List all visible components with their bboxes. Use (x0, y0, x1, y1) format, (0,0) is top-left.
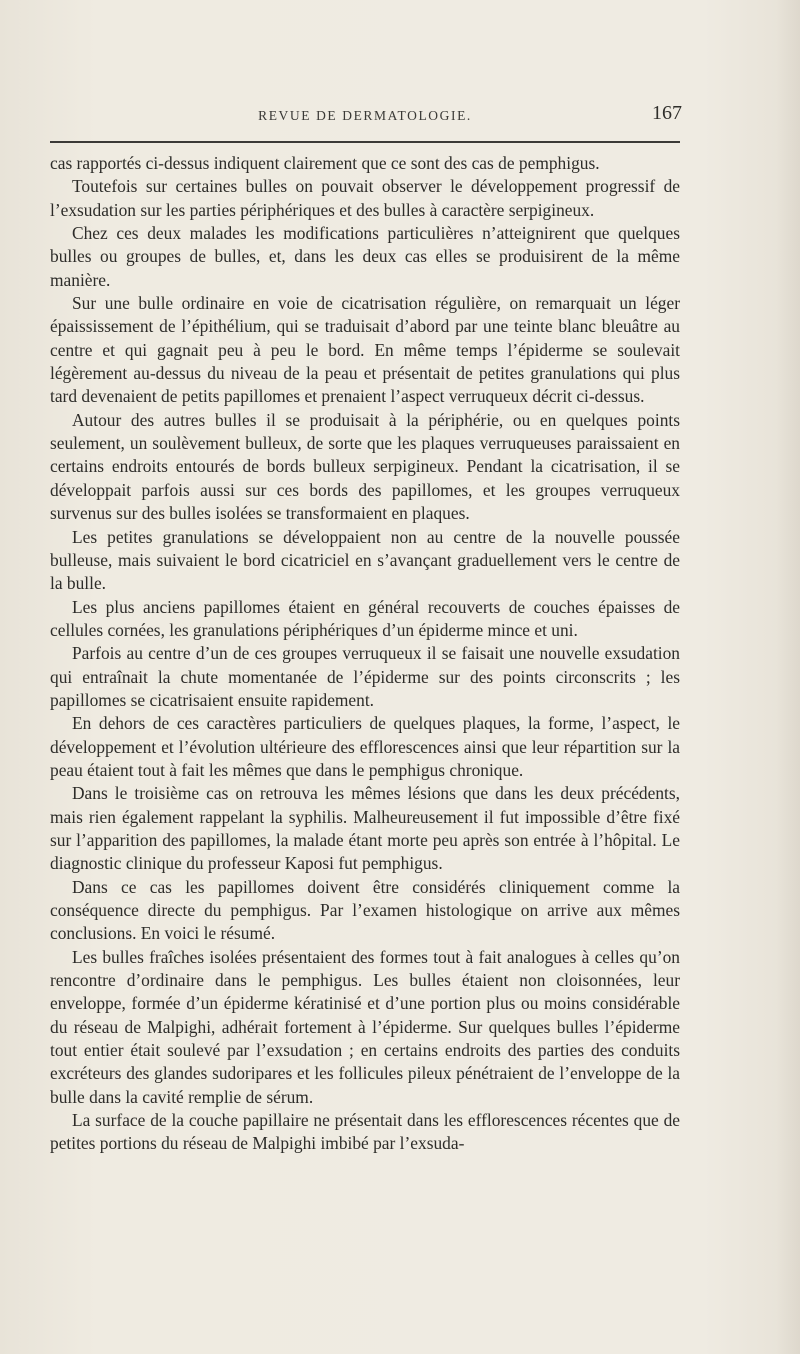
paragraph: cas rapportés ci-dessus indiquent clairement que ce sont des cas de pemphigus. (50, 153, 600, 173)
paragraph: Autour des autres bulles il se produisait à la périphérie, ou en quelques points seulement, un soulèvement bulleux, de sorte que les plaques verruqueuses paraissaient en certains endroits entourés de bords bulleux serpigineux. Pendant la cicatrisation, il se développait parfois aussi sur ces bords des papillomes, et les groupes verruqueux survenus sur des bulles isolées se transformaient en plaques. (50, 409, 680, 524)
paragraph: Parfois au centre d’un de ces groupes verruqueux il se faisait une nouvelle exsudation qui entraînait la chute momentanée de l’épiderme sur des points circonscrits ; les papillomes se cicatrisaient ensuite rapidement. (50, 643, 680, 710)
journal-title: REVUE DE DERMATOLOGIE. (258, 108, 472, 123)
paragraph: La surface de la couche papillaire ne présentait dans les efflorescences récentes que de petites portions du réseau de Malpighi imbibé par l’exsuda- (50, 1110, 680, 1154)
paragraph: Dans ce cas les papillomes doivent être considérés cliniquement comme la conséquence directe du pemphigus. Par l’examen histologique on arrive aux mêmes conclusions. En voici le résumé. (50, 876, 680, 944)
page-number: 167 (652, 102, 682, 124)
paragraph: Chez ces deux malades les modifications particulières n’atteignirent que quelques bulles ou groupes de bulles, et, dans les deux cas elles se produisirent de la même manière. (50, 223, 680, 290)
paragraph: Toutefois sur certaines bulles on pouvait observer le développement progressif de l’exsudation sur les parties périphériques et des bulles à caractère serpigineux. (50, 176, 680, 220)
page-edge-shadow (776, 0, 800, 1354)
paragraph: Les plus anciens papillomes étaient en général recouverts de couches épaisses de cellules cornées, les granulations périphériques d’un épiderme mince et uni. (50, 596, 680, 640)
paragraph: Dans le troisième cas on retrouva les mêmes lésions que dans les deux précédents, mais rien également rappelant la syphilis. Malheureusement il fut impossible d’être fixé sur l’apparition des papillomes, la malade étant morte peu après son entrée à l’hôpital. Le diagnostic clinique du professeur Kaposi fut pemphigus. (50, 783, 680, 874)
paragraph: Sur une bulle ordinaire en voie de cicatrisation régulière, on remarquait un léger épaississement de l’épithélium, qui se traduisait d’abord par une teinte blanc bleuâtre au centre et qui gagnait peu à peu le bord. En même temps l’épiderme se soulevait légèrement au-dessus du niveau de la peau et présentait de petites granulations qui plus tard devenaient de petits papillomes et prenaient l’aspect verruqueux décrit ci-dessus. (50, 293, 680, 407)
paragraph: Les bulles fraîches isolées présentaient des formes tout à fait analogues à celles qu’on rencontre d’ordinaire dans le pemphigus. Les bulles étaient non cloisonnées, leur enveloppe, formée d’un épiderme kératinisé et d’une portion plus ou moins considérable du réseau de Malpighi, adhérait fortement à l’épiderme. Sur quelques bulles l’épiderme tout entier était soulevé par l’exsudation ; en certains endroits des parties des conduits excréteurs des glandes sudoripares et les follicules pileux pénétraient de l’enveloppe de la bulle dans la cavité remplie de sérum. (50, 946, 680, 1107)
body-text (50, 152, 680, 1156)
paragraph: Les petites granulations se développaient non au centre de la nouvelle poussée bulleuse, mais suivaient le bord cicatriciel en s’avançant graduellement vers le centre de la bulle. (50, 526, 680, 594)
header-rule (50, 141, 680, 143)
running-header (50, 104, 680, 130)
paragraph: En dehors de ces caractères particuliers de quelques plaques, la forme, l’aspect, le développement et l’évolution ultérieure des efflorescences ainsi que leur répartition sur la peau étaient tout à fait les mêmes que dans le pemphigus chronique. (50, 713, 680, 780)
